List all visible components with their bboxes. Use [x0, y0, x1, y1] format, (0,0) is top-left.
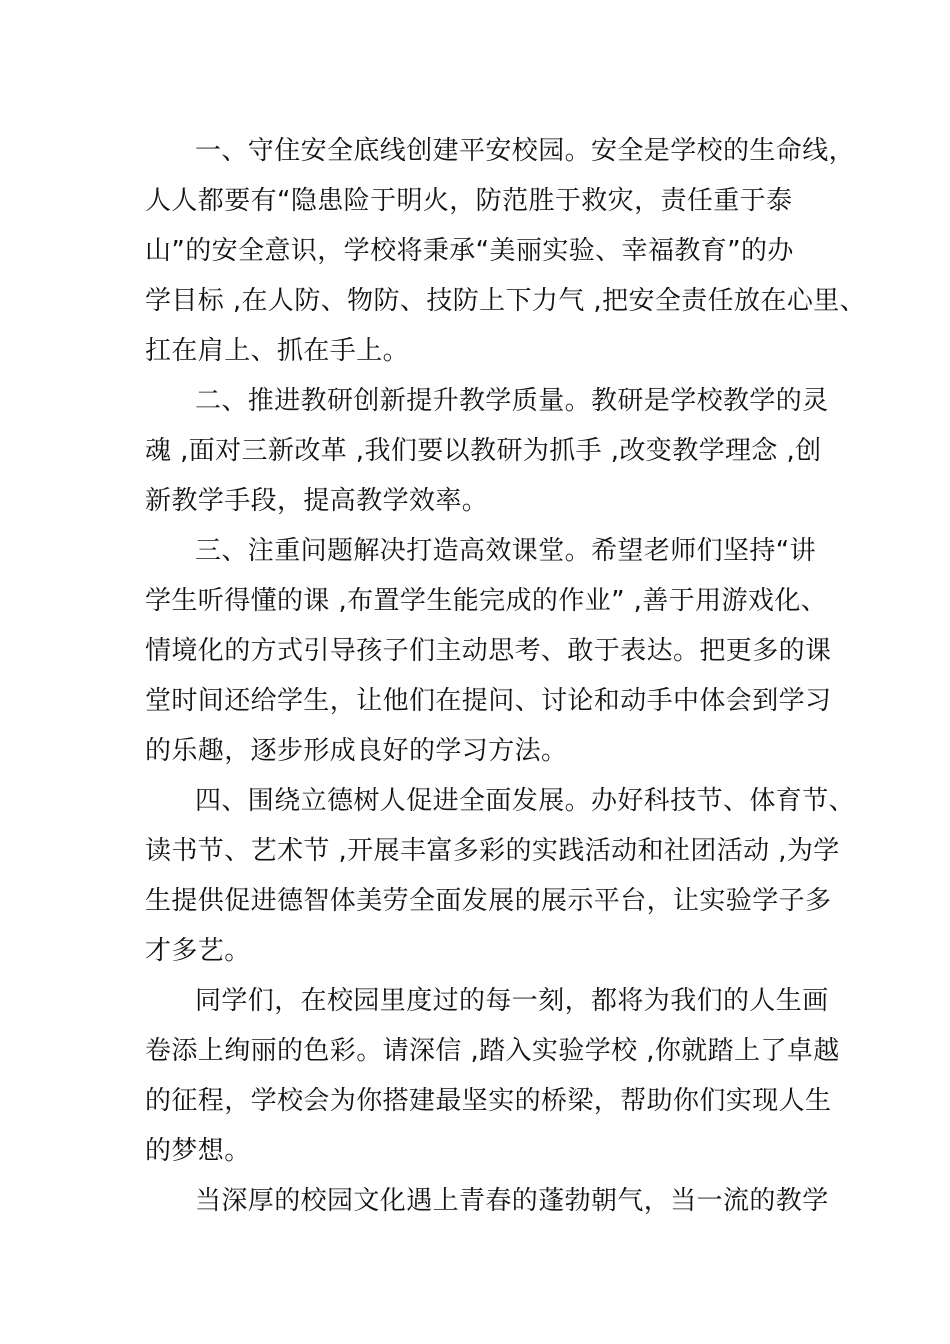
paragraph-line: 学目标 ,在人防、物防、技防上下力气 ,把安全责任放在心里、	[145, 286, 867, 316]
paragraph-line: 一、守住安全底线创建平安校园。安全是学校的生命线，	[195, 136, 856, 166]
paragraph-line: 新教学手段，提高教学效率。	[145, 486, 489, 516]
paragraph-line: 卷添上绚丽的色彩。请深信 ,踏入实验学校 ,你就踏上了卓越	[145, 1036, 840, 1066]
paragraph-line: 魂 ,面对三新改革 ,我们要以教研为抓手 ,改变教学理念 ,创	[145, 436, 822, 466]
paragraph-closing	[145, 1176, 829, 1226]
paragraph-students-address	[145, 976, 840, 1176]
paragraph-teaching-research	[145, 376, 829, 526]
paragraph-line: 读书节、艺术节 ,开展丰富多彩的实践活动和社团活动 ,为学	[145, 836, 840, 866]
paragraph-line: 学生听得懂的课 ,布置学生能完成的作业” ,善于用游戏化、	[145, 586, 828, 616]
paragraph-efficient-classroom	[145, 526, 832, 776]
paragraph-line: 才多艺。	[145, 936, 251, 966]
paragraph-line: 扛在肩上、抓在手上。	[145, 336, 410, 366]
paragraph-holistic-development	[145, 776, 856, 976]
paragraph-line: 山”的安全意识，学校将秉承“美丽实验、幸福教育”的办	[145, 236, 794, 266]
paragraph-line: 的梦想。	[145, 1136, 251, 1166]
paragraph-line: 人人都要有“隐患险于明火，防范胜于救灾，责任重于泰	[145, 186, 793, 216]
paragraph-line: 二、推进教研创新提升教学质量。教研是学校教学的灵	[195, 386, 829, 416]
paragraph-line: 三、注重问题解决打造高效课堂。希望老师们坚持“讲	[195, 536, 817, 566]
paragraph-safety	[145, 126, 867, 376]
paragraph-line: 四、围绕立德树人促进全面发展。办好科技节、体育节、	[195, 786, 856, 816]
paragraph-line: 堂时间还给学生，让他们在提问、讨论和动手中体会到学习	[145, 686, 832, 716]
paragraph-line: 同学们，在校园里度过的每一刻，都将为我们的人生画	[195, 986, 829, 1016]
paragraph-line: 当深厚的校园文化遇上青春的蓬勃朝气，当一流的教学	[195, 1186, 829, 1216]
paragraph-line: 情境化的方式引导孩子们主动思考、敢于表达。把更多的课	[145, 636, 832, 666]
paragraph-line: 的乐趣，逐步形成良好的学习方法。	[145, 736, 568, 766]
document-body	[145, 126, 867, 1226]
paragraph-line: 的征程，学校会为你搭建最坚实的桥梁，帮助你们实现人生	[145, 1086, 832, 1116]
paragraph-line: 生提供促进德智体美劳全面发展的展示平台，让实验学子多	[145, 886, 832, 916]
